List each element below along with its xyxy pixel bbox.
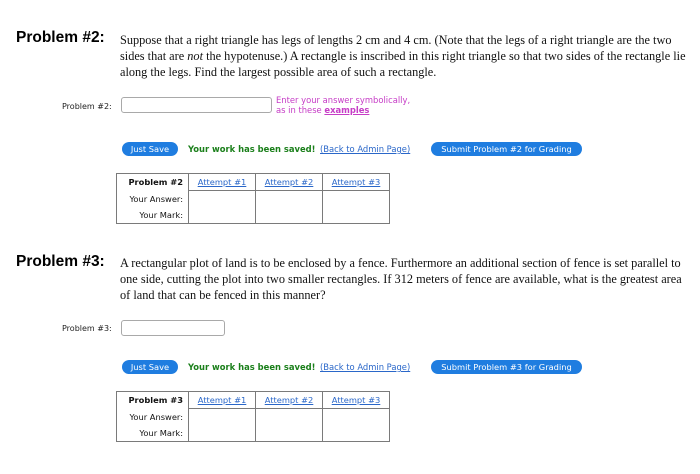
hint-prefix: as in these	[276, 105, 325, 115]
attempt-3-mark	[323, 425, 390, 442]
submit-problem-2-button[interactable]: Submit Problem #2 for Grading	[431, 142, 582, 156]
your-mark-row-label: Your Mark:	[117, 425, 189, 442]
problem-3-heading: Problem #3:	[16, 253, 105, 270]
attempt-2-mark	[256, 425, 323, 442]
problem-2-answer-input[interactable]	[121, 97, 272, 113]
attempt-1-mark	[189, 207, 256, 224]
hint-line-2	[276, 105, 410, 115]
attempt-2-mark	[256, 207, 323, 224]
attempt-1-answer	[189, 409, 256, 425]
attempts-table-2	[116, 173, 390, 224]
attempts-table-3	[116, 391, 390, 442]
table-header-problem-2: Problem #2	[117, 174, 189, 191]
problem-2-text: Suppose that a right triangle has legs of lengths 2 cm and 4 cm. (Note that the legs of a right triangle are the two sides that are not the hypotenuse.) A rectangle is inscribed in this right triangle so that two sides of the rectangle lie along the legs. Find the largest possible area of such a rectangle.	[120, 33, 686, 79]
just-save-button-2[interactable]: Just Save	[122, 142, 178, 156]
examples-link[interactable]: examples	[324, 105, 370, 115]
attempt-3-header[interactable]: Attempt #3	[323, 392, 390, 409]
attempt-3-mark	[323, 207, 390, 224]
attempt-1-answer	[189, 191, 256, 207]
attempt-1-mark	[189, 425, 256, 442]
answer-format-hint	[276, 95, 410, 115]
attempt-1-header[interactable]: Attempt #1	[189, 392, 256, 409]
attempt-2-header[interactable]: Attempt #2	[256, 392, 323, 409]
problem-3-answer-input[interactable]	[121, 320, 225, 336]
problem-3-text: A rectangular plot of land is to be enclosed by a fence. Furthermore an additional section of fence is set parallel to one side, cutting the plot into two smaller rectangles. If 312 meters of fence are available, what is the greatest area of land that can be fenced in this manner?	[120, 256, 682, 302]
your-answer-row-label: Your Answer:	[117, 191, 189, 207]
attempt-2-header[interactable]: Attempt #2	[256, 174, 323, 191]
attempt-1-header[interactable]: Attempt #1	[189, 174, 256, 191]
just-save-button-3[interactable]: Just Save	[122, 360, 178, 374]
your-mark-row-label: Your Mark:	[117, 207, 189, 224]
table-header-problem-3: Problem #3	[117, 392, 189, 409]
submit-problem-3-button[interactable]: Submit Problem #3 for Grading	[431, 360, 582, 374]
attempt-2-answer	[256, 409, 323, 425]
saved-message-2: Your work has been saved!	[188, 144, 316, 154]
attempt-3-header[interactable]: Attempt #3	[323, 174, 390, 191]
attempt-3-answer	[323, 191, 390, 207]
saved-message-3: Your work has been saved!	[188, 362, 316, 372]
hint-line-1: Enter your answer symbolically,	[276, 95, 411, 105]
attempt-3-answer	[323, 409, 390, 425]
your-answer-row-label: Your Answer:	[117, 409, 189, 425]
problem-2-heading: Problem #2:	[16, 29, 105, 46]
problem-2-answer-label: Problem #2:	[62, 102, 112, 111]
attempt-2-answer	[256, 191, 323, 207]
problem-3-answer-label: Problem #3:	[62, 324, 112, 333]
back-to-admin-link-2[interactable]: (Back to Admin Page)	[320, 144, 411, 154]
back-to-admin-link-3[interactable]: (Back to Admin Page)	[320, 362, 411, 372]
